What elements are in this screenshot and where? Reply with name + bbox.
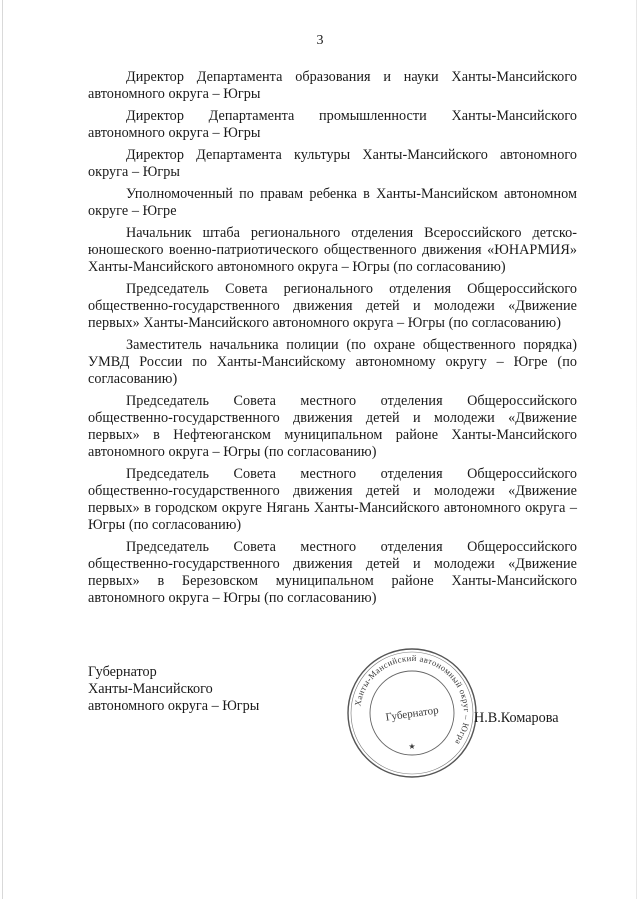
seal-center-text: Губернатор [384, 704, 440, 724]
seal-ring-text: Ханты-Мансийский автономный округ – Югра [352, 652, 473, 747]
list-item: Уполномоченный по правам ребенка в Ханты-Мансийском автономном округе – Югре [88, 186, 577, 219]
list-item: Начальник штаба регионального отделения Всероссийского детско-юношеского военно-патриотического общественного движения «ЮНАРМИЯ» Ханты-Мансийского автономного округа – Югры (по согласованию) [88, 225, 577, 275]
list-item: Директор Департамента промышленности Ханты-Мансийского автономного округа – Югры [88, 108, 577, 141]
list-item: Заместитель начальника полиции (по охране общественного порядка) УМВД России по Ханты-Мансийскому автономному округу – Югре (по согласованию) [88, 337, 577, 387]
seal-star-icon: ★ [408, 742, 416, 751]
list-item: Председатель Совета местного отделения Общероссийского общественно-государственного движения детей и молодежи «Движение первых» в Нефтеюганском муниципальном районе Ханты-Мансийского автономного округа – Югры (по согласованию) [88, 393, 577, 460]
scan-edge-left [2, 0, 3, 899]
list-item: Директор Департамента образования и науки Ханты-Мансийского автономного округа – Югры [88, 69, 577, 102]
seal-graphic [344, 645, 480, 781]
scan-edge-right [636, 0, 637, 899]
list-item: Председатель Совета местного отделения Общероссийского общественно-государственного движения детей и молодежи «Движение первых» в городском округе Нягань Ханты-Мансийского автономного округа – Югры (по согласованию) [88, 466, 577, 533]
list-item: Председатель Совета местного отделения Общероссийского общественно-государственного движения детей и молодежи «Движение первых» в Березовском муниципальном районе Ханты-Мансийского автономного округа – Югры (по согласованию) [88, 539, 577, 606]
list-item: Председатель Совета регионального отделения Общероссийского общественно-государственного движения детей и молодежи «Движение первых» Ханты-Мансийского автономного округа – Югры (по согласованию) [88, 281, 577, 331]
page-number: 3 [316, 33, 324, 48]
signature-title-line: Губернатор [88, 664, 157, 680]
list-item: Директор Департамента культуры Ханты-Мансийского автономного округа – Югры [88, 147, 577, 180]
signature-title [88, 664, 259, 715]
signer-name: Н.В.Комарова [474, 710, 559, 726]
official-seal [344, 645, 480, 781]
signature-title-line: автономного округа – Югры [88, 698, 260, 714]
official-list [88, 69, 577, 612]
signature-title-line: Ханты-Мансийского [88, 681, 213, 697]
